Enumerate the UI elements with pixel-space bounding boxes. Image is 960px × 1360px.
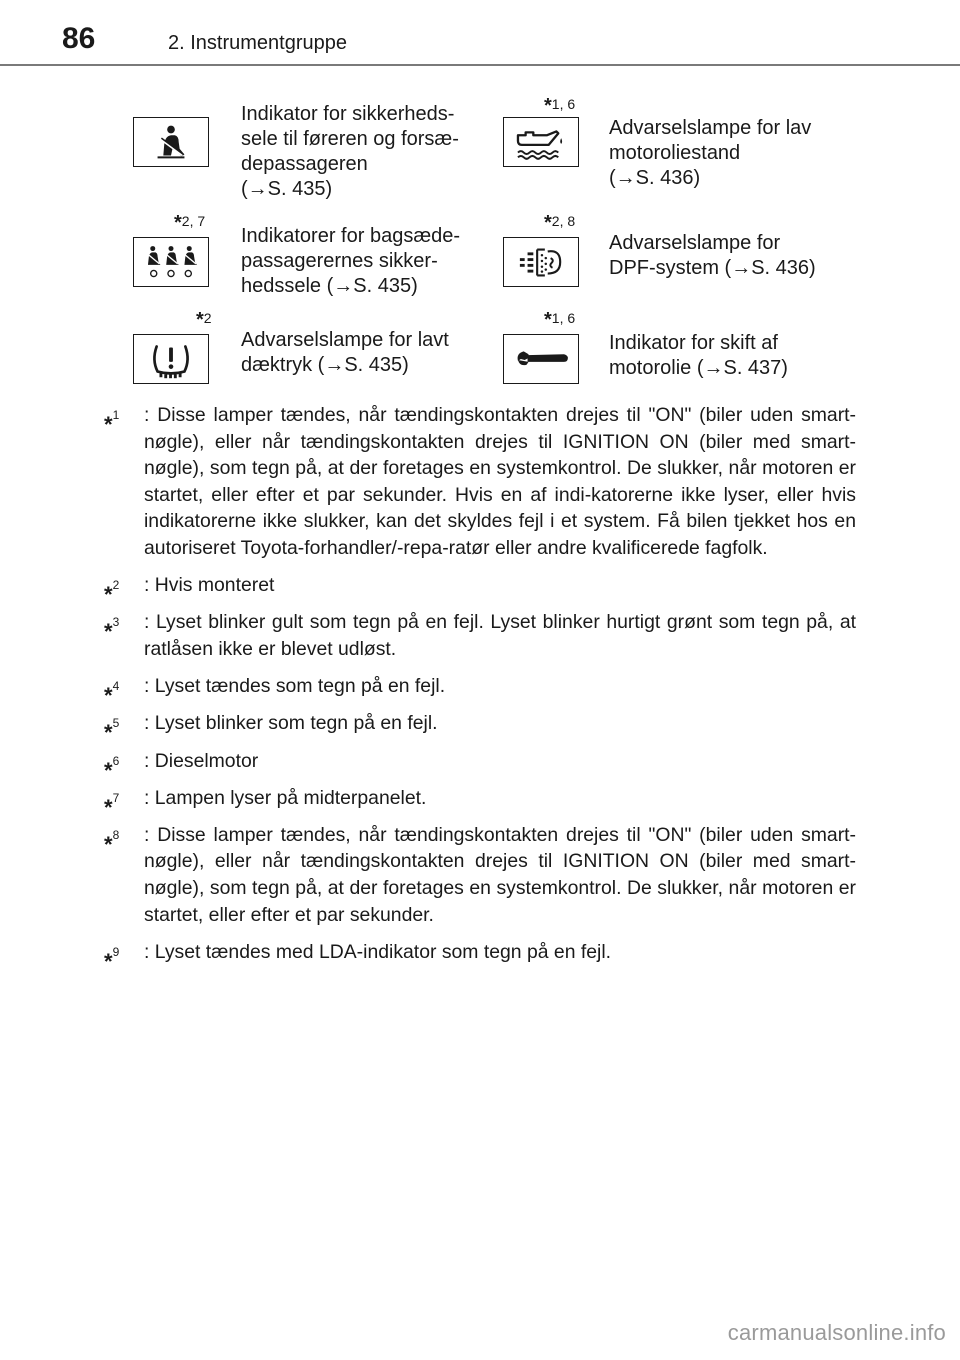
wrench-icon [503, 334, 579, 384]
footnote-label: *$^4$ [104, 679, 120, 709]
footnote-marker: *2 [196, 309, 212, 331]
footnote-label: *$^1$ [104, 408, 120, 437]
footnote-label: *$^5$ [104, 716, 120, 746]
footnote-6: *$^6$ : Dieselmotor [104, 749, 259, 783]
oil-can-level-icon [503, 117, 579, 167]
footnote-label: *$^9$ [104, 944, 120, 974]
page-number: 86 [62, 22, 96, 55]
indicator-description: Indikator for skift af motorolie (→S. 437) [609, 332, 788, 379]
footnote-label: *$^7$ [104, 790, 120, 820]
footnote-1: *$^1$ : Disse lamper tændes, når tændingskontakten drejes til "ON" (biler uden smart-nøgle), eller når tændingskontakten drejes til IGNITION ON (biler med smart-nøgle), som tegn på, at der foretages en systemkontrol. De slukker, når motoren er startet, eller efter et par sekunder. Hvis en af indi-katorerne ikke lyser, eller hvis indikatorerne ikke slukker, kan det skyldes fejl i et system. Få bilen tjekket hos en autoriseret Toyota-forhandler/-repa-ratør eller andre kvalificerede fagfolk. [104, 404, 856, 559]
footnote-8: *$^8$ : Disse lamper tændes, når tændingskontakten drejes til "ON" (biler uden smart-nøgle), eller når tændingskontakten drejes til IGNITION ON (biler med smart-nøgle), som tegn på, at der foretages en systemkontrol. De slukker, når motoren er startet, eller efter et par sekunder. [104, 823, 856, 926]
indicator-description: Indikator for sikkerheds- sele til føreren og forsæ- depassageren (→S. 435) [241, 103, 459, 200]
footnote-9: *$^9$ : Lyset tændes med LDA-indikator som tegn på en fejl. [104, 940, 612, 974]
footnote-marker: *1, 6 [544, 309, 576, 331]
footnote-label: *$^8$ [104, 827, 120, 857]
indicator-description: Advarselslampe for lav motoroliestand (→S. 436) [609, 117, 812, 189]
header-divider [0, 64, 960, 66]
tire-pressure-icon [133, 334, 209, 384]
footnote-label: *$^2$ [104, 578, 120, 608]
footnote-marker: *2, 7 [174, 212, 206, 234]
footnote-3: *$^3$ : Lyset blinker gult som tegn på en fejl. Lyset blinker hurtigt grønt som tegn på, at ratlåsen ikke er blevet udløst. [104, 611, 856, 660]
footnote-7: *$^7$ : Lampen lyser på midterpanelet. [104, 786, 427, 820]
indicator-description: Indikatorer for bagsæde- passagerernes sikker- hedssele (→S. 435) [241, 225, 461, 297]
footnote-label: *$^3$ [104, 615, 120, 645]
indicator-description: Advarselslampe for lavt dæktryk (→S. 435) [241, 329, 449, 376]
footnote-label: *$^6$ [104, 753, 120, 783]
footnotes-list [104, 402, 856, 976]
seatbelt-icon [133, 117, 209, 167]
page-header [0, 0, 960, 66]
footnote-marker: *1, 6 [544, 95, 576, 117]
site-watermark: carmanualsonline.info [727, 1320, 946, 1345]
dpf-filter-icon [503, 237, 579, 287]
chapter-title: 2. Instrumentgruppe [168, 32, 347, 54]
footnote-marker: *2, 8 [544, 212, 576, 234]
footnote-4: *$^4$ : Lyset tændes som tegn på en fejl. [104, 675, 446, 709]
indicator-description: Advarselslampe for DPF-system (→S. 436) [609, 232, 816, 279]
footnote-2: *$^2$ : Hvis monteret [104, 574, 275, 608]
footnote-5: *$^5$ : Lyset blinker som tegn på en fejl. [104, 712, 438, 746]
rear-seatbelts-icon [133, 237, 209, 287]
